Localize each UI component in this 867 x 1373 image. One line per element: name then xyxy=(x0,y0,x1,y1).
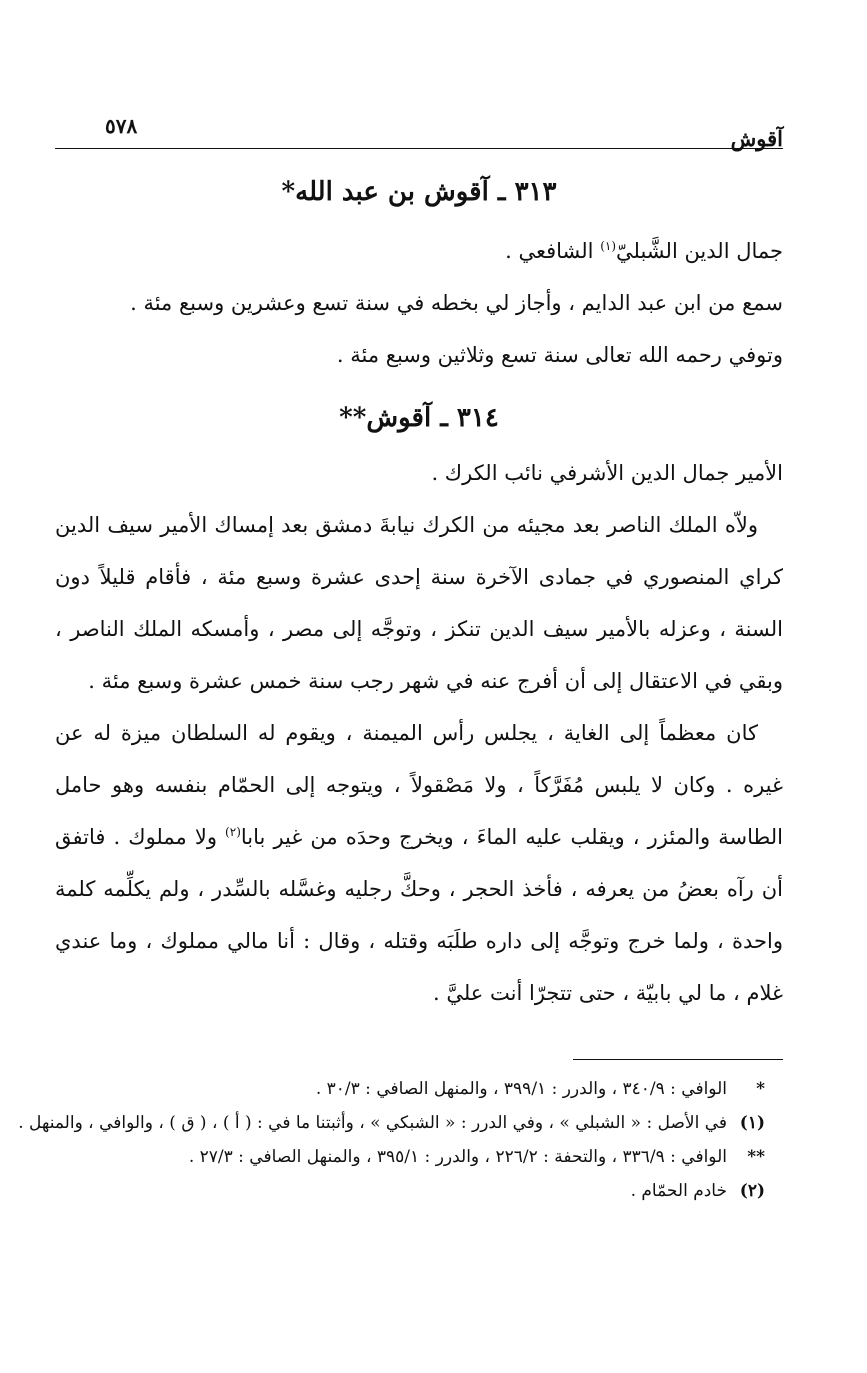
entry-313-paragraph: وتوفي رحمه الله تعالى سنة تسع وثلاثين وسبع مئة . xyxy=(336,343,783,367)
text-run: ولا مملوك . فاتفق أن رآه بعضُ من يعرفه ، فأخذ الحجر ، وحكَّ رجليه وغسَّله بالسِّدر ، ولم يكلِّمه كلمة واحدة ، ولما خرج وتوجَّه إلى داره طلَبَه وقتله ، وقال : أنا مالي مملوك ، وما عندي غلام ، ما لي بابيّة ، حتى تتجرّا أنت عليَّ . xyxy=(55,825,783,1005)
text-run: الشافعي . xyxy=(505,239,601,263)
footnotes xyxy=(18,1072,783,1208)
entry-313-name-line xyxy=(55,225,783,277)
entry-title-314: ٣١٤ ـ آقوش** xyxy=(339,403,499,433)
footnote xyxy=(55,1140,765,1174)
book-page xyxy=(18,108,783,1208)
entry-title-313: ٣١٣ ـ آقوش بن عبد الله* xyxy=(281,177,557,207)
footnote xyxy=(18,1106,765,1140)
footnote-marker: * xyxy=(756,1079,765,1099)
entry-314-name-line: الأمير جمال الدين الأشرفي نائب الكرك . xyxy=(431,461,783,485)
running-head: آقوش xyxy=(730,126,783,151)
text-run: كان معظماً إلى الغاية ، يجلس رأس الميمنة ، ويقوم له السلطان ميزة له عن غيره . وكان لا يلبس مُفَرَّكاً ، ولا مَصْقولاً ، ويتوجه إلى الحمّام بنفسه وهو حامل الطاسة والمئزر ، ويقلب عليه الماءَ ، ويخرج وحدَه من غير بابا xyxy=(55,721,783,849)
footnote-ref-1: (١) xyxy=(600,239,617,253)
footnote xyxy=(55,1072,765,1106)
footnote-text: الوافي : ٣٣٦/٩ ، والتحفة : ٢٢٦/٢ ، والدرر : ٣٩٥/١ ، والمنهل الصافي : ٢٧/٣ . xyxy=(188,1147,727,1167)
footnote-marker: ** xyxy=(747,1147,765,1167)
entry-314-paragraph xyxy=(55,707,783,1019)
page-header xyxy=(55,108,783,149)
entry-314-paragraph: ولاّه الملك الناصر بعد مجيئه من الكرك نيابةَ دمشق بعد إمساك الأمير سيف الدين كراي المنصوري في جمادى الآخرة سنة إحدى عشرة وسبع مئة ، فأقام قليلاً دون السنة ، وعزله بالأمير سيف الدين تنكز ، وتوجَّه إلى مصر ، وأمسكه الملك الناصر ، وبقي في الاعتقال إلى أن أفرج عنه في شهر رجب سنة خمس عشرة وسبع مئة . xyxy=(55,513,783,693)
footnote-ref-2: (٢) xyxy=(225,825,241,839)
footnote-marker: (١) xyxy=(739,1113,765,1133)
footnote-marker: (٢) xyxy=(739,1181,765,1201)
footnote xyxy=(55,1174,765,1208)
entry-313-paragraph: سمع من ابن عبد الدايم ، وأجاز لي بخطه في سنة تسع وعشرين وسبع مئة . xyxy=(130,291,783,315)
footnote-text: خادم الحمّام . xyxy=(630,1181,727,1201)
page-number: ٥٧٨ xyxy=(105,114,138,138)
text-run: جمال الدين الشَّبليّ xyxy=(616,239,783,263)
footnote-text: في الأصل : « الشبلي » ، وفي الدرر : « الشبكي » ، وأثبتنا ما في : ( أ ) ، ( ق ) ، والوافي ، والمنهل . xyxy=(18,1113,727,1133)
footnote-separator xyxy=(573,1059,783,1060)
footnote-text: الوافي : ٣٤٠/٩ ، والدرر : ٣٩٩/١ ، والمنهل الصافي : ٣٠/٣ . xyxy=(315,1079,727,1099)
